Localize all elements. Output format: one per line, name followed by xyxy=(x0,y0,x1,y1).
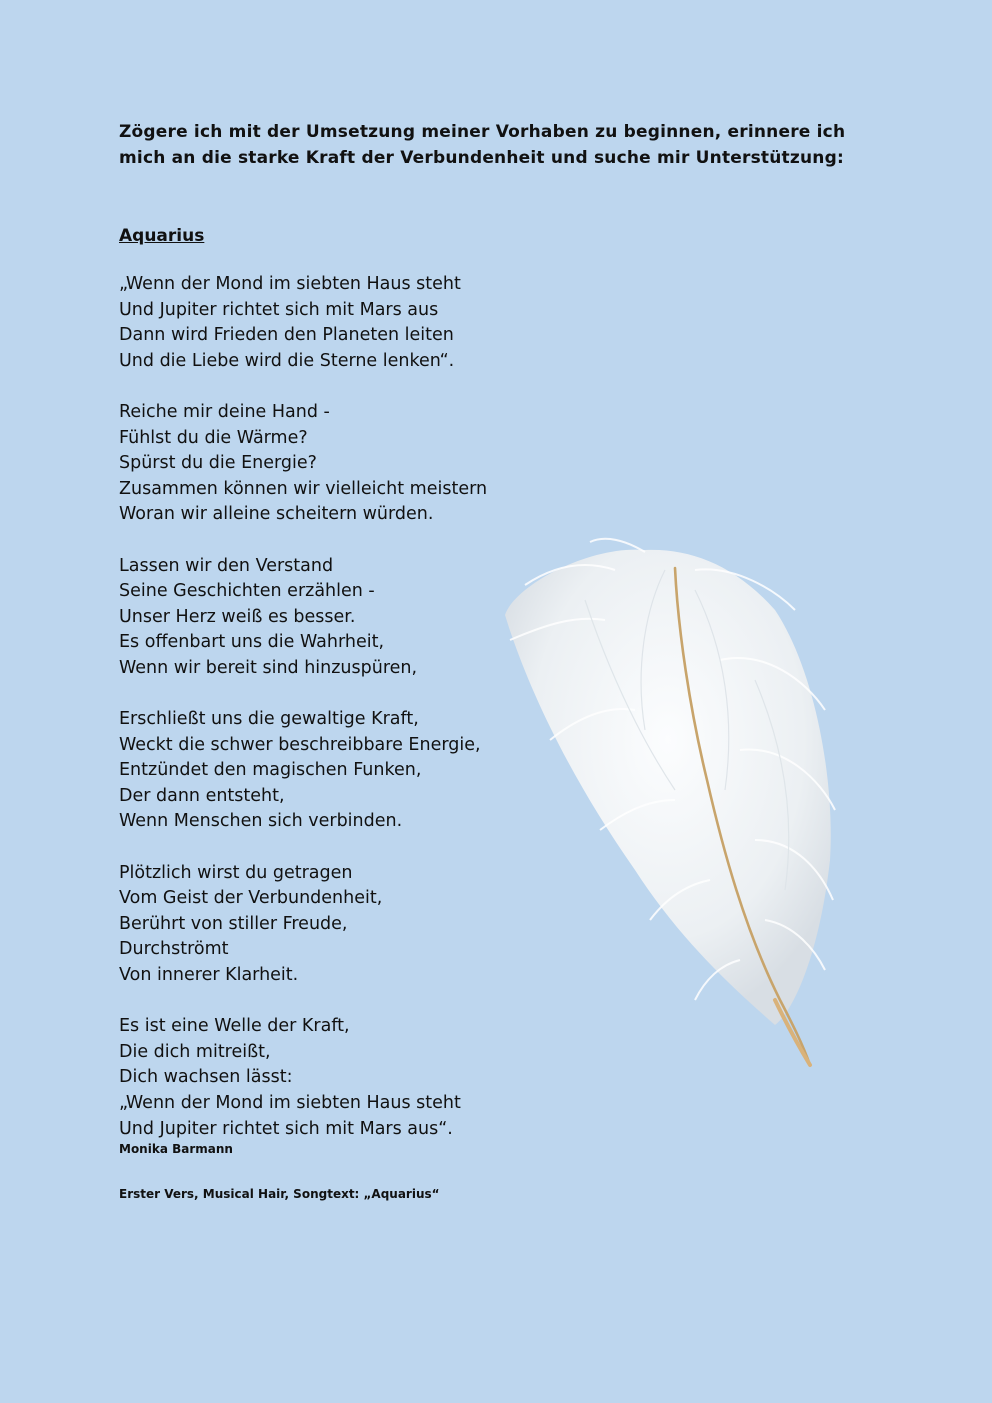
poem-line: Entzündet den magischen Funken, xyxy=(119,760,422,781)
stanza xyxy=(119,272,559,374)
stanza xyxy=(119,707,559,835)
stanza xyxy=(119,554,559,682)
poem-line: Durchströmt xyxy=(119,939,229,960)
poem xyxy=(119,272,559,1142)
poem-line: Dann wird Frieden den Planeten leiten xyxy=(119,325,454,346)
poem-line: Es ist eine Welle der Kraft, xyxy=(119,1016,350,1037)
source-note: Erster Vers, Musical Hair, Songtext: „Aquarius“ xyxy=(119,1187,440,1201)
poem-line: Zusammen können wir vielleicht meistern xyxy=(119,478,488,499)
intro-paragraph: Zögere ich mit der Umsetzung meiner Vorhaben zu beginnen, erinnere ich mich an die starke Kraft der Verbundenheit und suche mir Unterstützung: xyxy=(119,122,846,168)
feather-image xyxy=(495,530,840,1075)
poem-line: Die dich mitreißt, xyxy=(119,1041,271,1062)
stanza xyxy=(119,1014,559,1142)
poem-line: Weckt die schwer beschreibbare Energie, xyxy=(119,734,481,755)
stanza xyxy=(119,861,559,989)
poem-line: Unser Herz weiß es besser. xyxy=(119,606,356,627)
poem-line: Woran wir alleine scheitern würden. xyxy=(119,504,434,525)
poem-line: Reiche mir deine Hand - xyxy=(119,401,330,422)
poem-line: Es offenbart uns die Wahrheit, xyxy=(119,632,385,653)
poem-line: Fühlst du die Wärme? xyxy=(119,427,308,448)
poem-line: Vom Geist der Verbundenheit, xyxy=(119,888,383,909)
poem-line: Spürst du die Energie? xyxy=(119,453,317,474)
stanza xyxy=(119,400,559,528)
poem-line: Wenn wir bereit sind hinzuspüren, xyxy=(119,657,418,678)
poem-line: Lassen wir den Verstand xyxy=(119,555,334,576)
poem-line: „Wenn der Mond im siebten Haus steht xyxy=(119,1093,461,1113)
poem-line: Wenn Menschen sich verbinden. xyxy=(119,811,403,832)
poem-line: Berührt von stiller Freude, xyxy=(119,913,348,934)
poem-line: Der dann entsteht, xyxy=(119,785,285,806)
poem-title: Aquarius xyxy=(119,226,205,246)
poem-line: „Wenn der Mond im siebten Haus steht xyxy=(119,274,461,294)
poem-line: Von innerer Klarheit. xyxy=(119,965,299,986)
author: Monika Barmann xyxy=(119,1142,233,1156)
poem-line: Und Jupiter richtet sich mit Mars aus“. xyxy=(119,1118,453,1139)
poem-line: Dich wachsen lässt: xyxy=(119,1067,293,1088)
poem-line: Und die Liebe wird die Sterne lenken“. xyxy=(119,350,455,371)
poem-line: Plötzlich wirst du getragen xyxy=(119,862,353,883)
poem-line: Erschließt uns die gewaltige Kraft, xyxy=(119,709,419,730)
poem-line: Seine Geschichten erzählen - xyxy=(119,581,375,602)
poem-line: Und Jupiter richtet sich mit Mars aus xyxy=(119,299,439,320)
